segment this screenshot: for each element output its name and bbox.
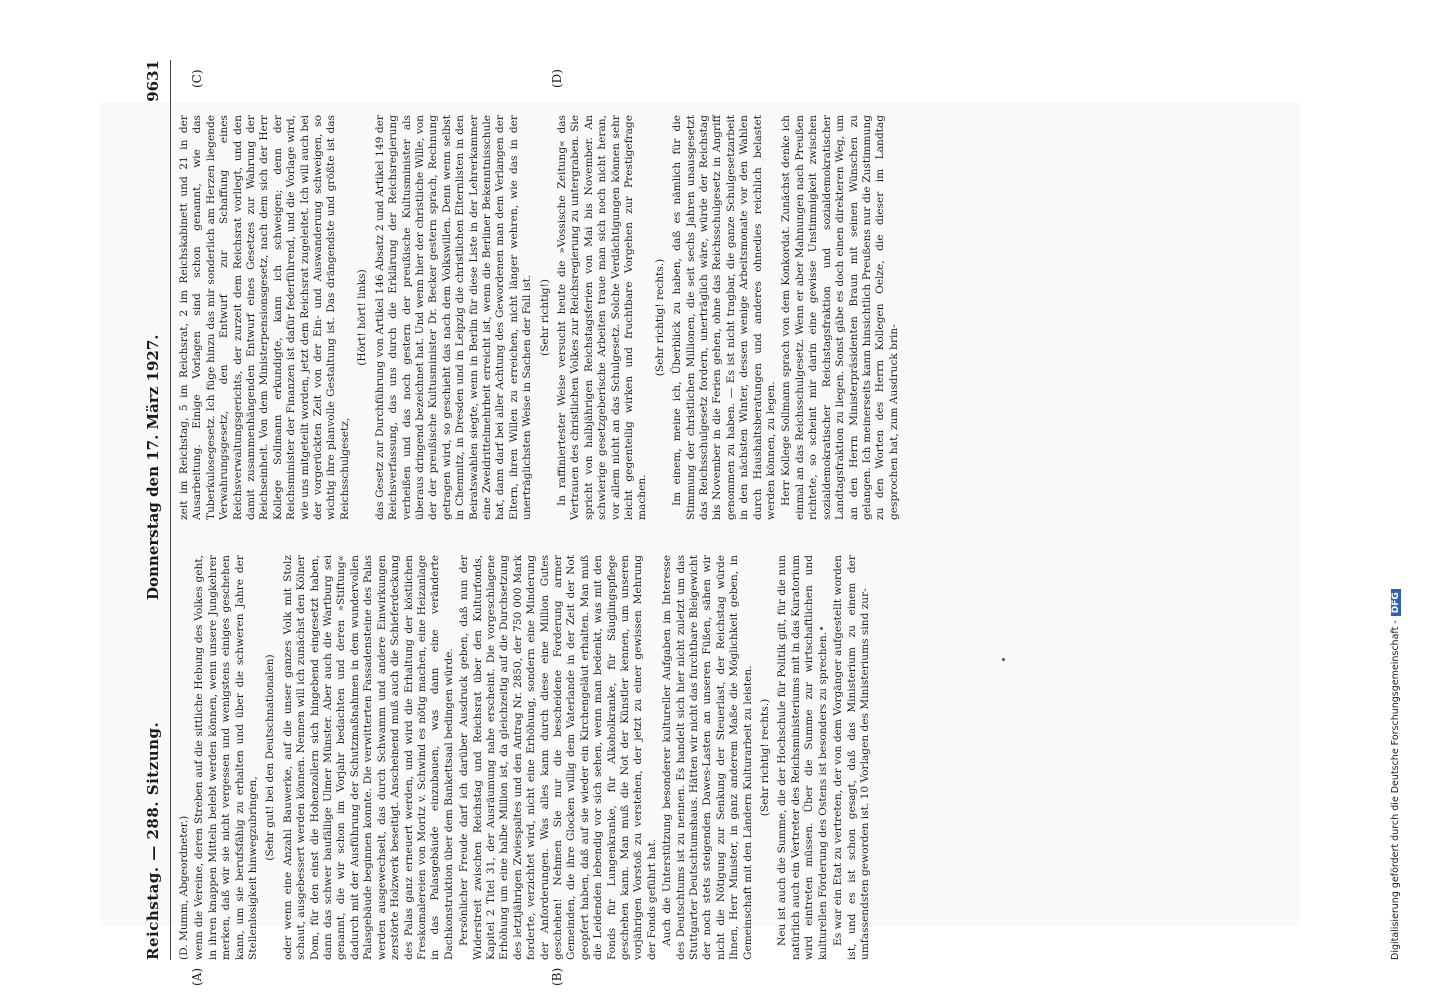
paragraph: das Gesetz zur Durchführung von Artikel 146 Absatz 2 und Artikel 149 der Reichsverfassung, das uns durch die Erklärung der Reichsregierung verheißen und das noch gestern der preußische Kultusminister als überaus dringend bezeichnet hat. Und wenn hier der christliche Wille, von der der preußische Kultusminister Dr. Becker gestern sprach, Rechnung getragen wird, so geschieht das nach dem Volkswillen. Denn wenn selbst in Chemnitz, in Dresden und in Leipzig die christlichen Elternlisten in den Beiratswahlen siegte, wenn in Berlin für diese Liste in der Lehrerkammer eine Zweidrittelmehrheit erreicht ist, wenn die Berliner Bekenntnisschule hat, dann darf bei aller Achtung des Gewordenen man dem Verlangen der Eltern, ihren Willen zu erreichen, nicht länger wehren, wie das in der unerträglichsten Weise in Sachen der Fall ist. xyxy=(373,115,534,520)
dfg-logo: DFG xyxy=(1391,589,1401,616)
paragraph: Neu ist auch die Summe, die der Hochschule für Politik gilt, für die nun natürlich auch ein Vertreter des Reichsministeriums mit in das Kuratorium wird eintreten müssen. Über die Summe zur wirtschaftlichen und kulturellen Förderung des Ostens ist besonders zu sprechen. xyxy=(776,555,829,960)
paragraph: In raffiniertester Weise versucht heute die »Vossische Zeitung« das Vertrauen des christlichen Volkes zur Reichsregierung zu untergraben. Sie spricht von halbjährigen Reichstagsferien von Mai bis November. An schwierige gesetzgeberische Arbeiten traue man sich noch nicht heran, vor allem nicht an das Schulgesetz. Solche Verdächtigungen können sehr leicht gegenteilig wirken und fruchtbare Vorgehen zur Prestigefrage machen. xyxy=(555,115,649,520)
paragraph: wenn die Vereine, deren Streben auf die sittliche Hebung des Volkes geht, in ihren knappen Mitteln belebt werden können, wenn unsere Jungkehrer merken, daß wir sie nicht vergessen und wenigstens einiges geschehen kann, um sie berufsfähig zu erhalten und über die schweren Jahre der Stellenlosigkeit hinwegzubringen, xyxy=(193,555,260,960)
speaker-line: (D. Mumm, Abgeordneter.) xyxy=(178,815,190,960)
funding-note-text: Digitalisierung gefördert durch die Deutsche Forschungsgemeinschaft - xyxy=(1390,620,1401,960)
paragraph: Auch die Unterstützung besonderer kultureller Aufgaben im Interesse des Deutschtums ist zu nennen. Es handelt sich hier nicht zuletzt um das Stuttgarter Deutschtumshaus. Hätten wir nicht das furchtbare Bleigewicht der noch stets steigenden Dawes-Lasten an unseren Füßen, sähen wir nicht die Nötigung zur Senkung der Steuerlast, der Reichstag würde Ihnen, Herr Minister, in ganz anderem Maße die Möglichkeit geben, in Gemeinschaft mit den Ländern Kulturarbeit zu leisten. xyxy=(661,555,754,960)
margin-mark-d: (D) xyxy=(550,69,564,88)
page-number: 9631 xyxy=(144,60,162,102)
right-column xyxy=(178,115,903,520)
paragraph: zeit im Reichstag, 5 im Reichsrat, 2 im Reichskabinett und 21 in der Ausarbeitung. Einige Vorlagen sind schon genannt, wie das Tuberkulosegesetz. Ich füge hinzu das mir sonderlich am Herzen liegende Verwahrungsgesetz, den Entwurf zur Schaffung eines Reichsverwaltungsgerichts, der zurzeit dem Reichsrat vorliegt, und den damit zusammenhängenden Entwurf eines Gesetzes zur Wahrung der Reichseinheit. Von dem Ministerpensionsgesetz, nach dem sich der Herr Kollege Sollmann erkundigte, kann ich schweigen; denn der Reichsminister der Finanzen ist dafür federführend, und die Vorlage wird, wie uns mitgeteilt worden, jetzt dem Reichsrat zugeleitet. Ich will auch bei der vorgerückten Zeit von der Ein- und Auswanderung schweigen, so wichtig ihre planvolle Gestaltung ist. Das drängendste und größte ist das Reichsschulgesetz, xyxy=(178,115,351,520)
left-column xyxy=(178,555,874,960)
paragraph: Im einem, meine ich, Überblick zu haben, daß es nämlich für die Stimmung der christlichen Millionen, die seit sechs Jahren unausgesetzt das Reichsschulgesetz fordern, unerträglich wäre, würde der Reichstag bis November in die Ferien gehen, ohne das Reichsschulgesetz in Angriff genommen zu haben. — Es ist nicht tragbar, die ganze Schulgesetzarbeit in den nächsten Winter, dessen wenige Arbeitsmonate vor den Wahlen durch Haushaltsberatungen und anderes ohnedies reichlich belastet werden können, zu legen. xyxy=(671,115,778,520)
paragraph: Es war ein Etat zu vertreten, der von dem Vorgänger aufgestellt worden ist, und es ist schon gesagt, daß das Ministerium zu einem der umfassendsten geworden ist. 10 Vorlagen des Ministeriums sind zur- xyxy=(832,555,871,960)
paragraph: Persönlicher Freude darf ich darüber Ausdruck geben, daß nun der Widerstreit zwischen Reichstag und Reichsrat über den Kulturfonds, Kapitel 2 Titel 31, der Ausräumung nahe erscheint. Die vorgeschlagene Erhöhung um eine halbe Million ist, da gleichzeitig auf die Durchsetzung des letztjährigen Zwiespaltes und den Antrag Nr. 2850, der 750 000 Mark forderte, verzichtet wird, nicht eine Erhöhung, sondern eine Minderung der Anforderungen. Was alles kann durch diese eine Million Gutes geschehen! Nehmen Sie nur die bescheidene Forderung armer Gemeinden, die ihre Glocken willig dem Vaterlande in der Zeit der Not geopfert haben, daß auf sie wieder ein Kirchengeläut erhalten. Man muß die Leidenden lebendig vor sich sehen, wenn man bedenkt, was mit den Fonds für Lungenkranke, für Alkoholkranke, für Säuglingspflege geschehen kann. Man muß die Not der Künstler kennen, um unseren vorjährigen Vorstoß zu verstehen, der jetzt zu einer gewissen Mehrung der Fonds geführt hat. xyxy=(458,555,658,960)
margin-mark-b: (B) xyxy=(550,967,564,986)
header-left: Reichstag. — 288. Sitzung. xyxy=(144,721,162,960)
interjection: (Sehr richtig! rechts.) xyxy=(759,698,772,817)
interjection: (Sehr richtig!) xyxy=(538,279,551,356)
header-rule xyxy=(170,60,171,960)
interjection: (Sehr gut! bei den Deutschnationalen) xyxy=(264,654,277,861)
interjection: (Hört! hört! links) xyxy=(356,269,369,366)
header-center: Donnerstag den 17. März 1927. xyxy=(144,334,162,600)
paragraph: Herr Kollege Sollmann sprach von dem Konkordat. Zunächst denke ich einmal an das Reichsschulgesetz. Wenn er aber Mahnungen nach Preußen richtete, so scheint mir darin eine gewisse Unstimmigkeit zwischen sozialdemokratischer Reichstagsfraktion und sozialdemokratischer Landtagsfraktion zu liegen. Sonst gäbe es doch einen direkteren Weg, um an den Herrn Ministerpräsidenten Braun mit seinen Wünschen zu gelangen. Ich meinerseits kann hinsichtlich Preußens nur die Zustimmung zu den Worten des Herrn Kollegen Oelze, die dieser im Landtag gesprochen hat, zum Ausdruck brin- xyxy=(780,115,900,520)
paragraph: oder wenn eine Anzahl Bauwerke, auf die unser ganzes Volk mit Stolz schaut, ausgebessert werden können. Nennen will ich zunächst den Kölner Dom, für den einst die Hohenzollern sich hingebend eingesetzt haben, dann das schwer baufällige Ulmer Münster. Aber auch die Wartburg sei genannt, die wir schon im Vorjahr bedachten und deren »Stiftung« dadurch mit der Ausführung der Schutzmaßnahmen in dem wundervollen Palasgebäude beginnen konnte. Die verwitterten Fassadensteine des Palas werden ausgewechselt, das durch Schwamm und andere Einwirkungen zerstörte Holzwerk beseitigt. Anscheinend muß auch die Schieferdeckung des Palas ganz erneuert werden, und wird die Erhaltung der köstlichen Freskomalereien von Moritz v. Schwind es nötig machen, eine Heizanlage in das Palasgebäude einzubauen, was dann eine veränderte Dachkonstruktion über dem Bankettsaal bedingen würde. xyxy=(281,555,455,960)
rotated-page xyxy=(130,60,1330,986)
margin-mark-c: (C) xyxy=(190,69,204,88)
margin-mark-a: (A) xyxy=(190,967,204,986)
interjection: (Sehr richtig! rechts.) xyxy=(653,258,666,377)
funding-note xyxy=(1390,0,1414,960)
